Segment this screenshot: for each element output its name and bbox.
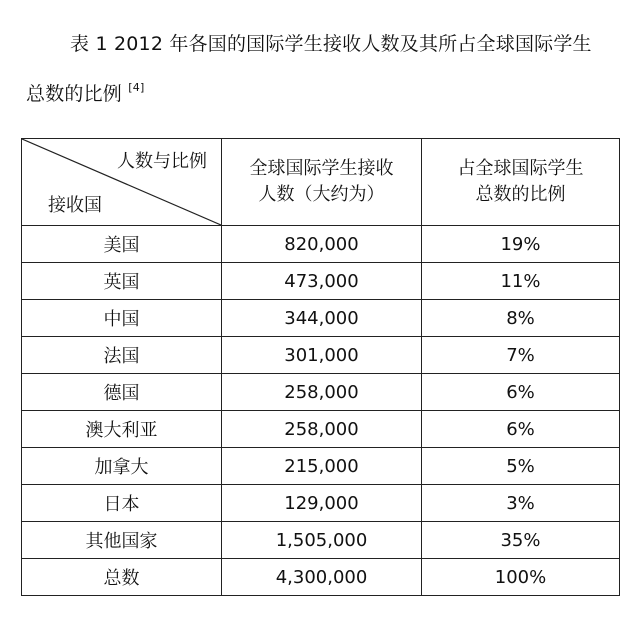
corner-header-cell: [22, 139, 222, 226]
header-row: [22, 139, 620, 226]
count-cell: 473,000: [222, 263, 422, 300]
table-row: [22, 522, 620, 559]
percent-cell: 35%: [422, 522, 620, 559]
count-cell: 4,300,000: [222, 559, 422, 596]
table-row: [22, 226, 620, 263]
percent-cell: 6%: [422, 374, 620, 411]
count-cell: 301,000: [222, 337, 422, 374]
percent-cell: 7%: [422, 337, 620, 374]
count-cell: 820,000: [222, 226, 422, 263]
country-cell: 英国: [22, 263, 222, 300]
country-cell: 澳大利亚: [22, 411, 222, 448]
percent-cell: 19%: [422, 226, 620, 263]
percent-cell: 100%: [422, 559, 620, 596]
percent-cell: 8%: [422, 300, 620, 337]
students-table: [21, 138, 620, 596]
corner-top-label: 人数与比例: [117, 151, 207, 172]
country-cell: 法国: [22, 337, 222, 374]
percent-cell: 5%: [422, 448, 620, 485]
table-row: [22, 448, 620, 485]
corner-bottom-label: 接收国: [48, 195, 102, 216]
percent-cell: 3%: [422, 485, 620, 522]
count-cell: 344,000: [222, 300, 422, 337]
table-row: [22, 485, 620, 522]
percent-column-header: [422, 139, 620, 226]
country-cell: 加拿大: [22, 448, 222, 485]
table-caption: [26, 22, 622, 116]
percent-cell: 11%: [422, 263, 620, 300]
country-cell: 中国: [22, 300, 222, 337]
table-row: [22, 337, 620, 374]
table-row: [22, 300, 620, 337]
count-header-line-1: 全球国际学生接收: [249, 158, 394, 179]
table-row: [22, 263, 620, 300]
percent-cell: 6%: [422, 411, 620, 448]
table-row: [22, 374, 620, 411]
count-cell: 258,000: [222, 374, 422, 411]
table-row: [22, 559, 620, 596]
count-cell: 258,000: [222, 411, 422, 448]
percent-header-line-2: 总数的比例: [475, 184, 566, 205]
caption-line-2: 总数的比例: [26, 83, 123, 105]
caption-line-1: 表 1 2012 年各国的国际学生接收人数及其所占全球国际学生: [70, 33, 592, 55]
percent-header-line-1: 占全球国际学生: [457, 158, 584, 179]
count-cell: 215,000: [222, 448, 422, 485]
count-column-header: [222, 139, 422, 226]
count-header-line-2: 人数（大约为）: [258, 184, 385, 205]
country-cell: 总数: [22, 559, 222, 596]
country-cell: 美国: [22, 226, 222, 263]
country-cell: 日本: [22, 485, 222, 522]
count-cell: 1,505,000: [222, 522, 422, 559]
count-cell: 129,000: [222, 485, 422, 522]
country-cell: 其他国家: [22, 522, 222, 559]
table-row: [22, 411, 620, 448]
country-cell: 德国: [22, 374, 222, 411]
caption-reference: [4]: [128, 81, 145, 94]
